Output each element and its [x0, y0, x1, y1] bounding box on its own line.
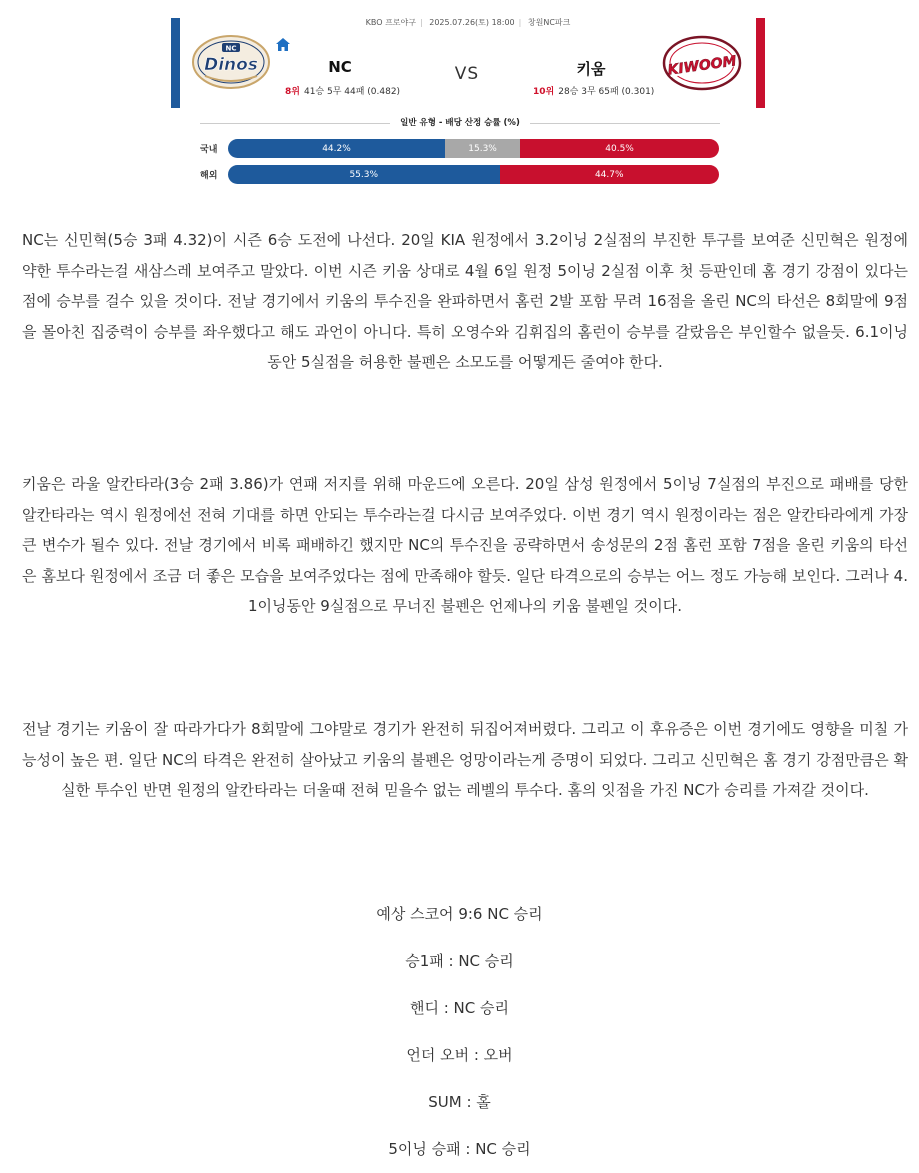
league-name: KBO 프로야구 — [365, 18, 416, 27]
pick-handicap: 핸디 : NC 승리 — [409, 999, 509, 1017]
home-color-bar — [171, 18, 180, 108]
article-paragraph-summary: 전날 경기는 키움이 잘 따라가다가 8회말에 그야말로 경기가 완전히 뒤집어져버렸다. 그리고 이 후유증은 이번 경기에도 영향을 미칠 가능성이 높은 편. 일단 NC의 타격은 완전히 살아났고 키움의 불펜은 엉망이라는게 증명이 되었다. 그리고 신민혁은 홈 경기 강점만큼은 확실한 투수인 반면 원정의 알칸타라는 더울때 전혀 믿을수 없는 레벨의 투수다. 홈의 잇점을 가진 NC가 승리를 가져갈 것이다. — [22, 720, 908, 799]
home-record — [285, 84, 401, 97]
prediction-list — [0, 903, 919, 1173]
svg-text:NC: NC — [225, 44, 237, 53]
match-header-card — [171, 14, 765, 112]
away-record-text: 28승 3무 65패 (0.301) — [558, 87, 655, 97]
draw-segment: 15.3% — [445, 139, 520, 158]
kiwoom-heroes-logo — [661, 35, 743, 91]
svg-text:Dinos: Dinos — [204, 55, 258, 75]
article-paragraph-nc: NC는 신민혁(5승 3패 4.32)이 시즌 6승 도전에 나선다. 20일 KIA 원정에서 3.2이닝 2실점의 부진한 투구를 보여준 신민혁은 원정에 약한 투수라는걸 새삼스레 보여주고 말았다. 이번 시즌 키움 상대로 4월 6일 원정 5이닝 2실점 이후 첫 등판인데 홈 경기 강점이 있다는 점에 승부를 걸수 있을 것이다. 전날 경기에서 키움의 투수진을 완파하면서 홈런 2발 포함 무려 16점을 올린 NC의 타선은 8회말에 9점을 몰아친 집중력이 승부를 좌우했다고 해도 과언이 아니다. 특히 오영수와 김휘집의 홈런이 승부를 갈랐음은 부인할수 없을듯. 6.1이닝동안 5실점을 허용한 불펜은 소모도를 어떻게든 줄여야 한다. — [22, 231, 908, 371]
odds-bar — [228, 139, 719, 158]
odds-label: 국내 — [200, 145, 218, 155]
home-team-name: NC — [328, 58, 352, 76]
pick-under-over: 언더 오버 : 오버 — [406, 1046, 513, 1064]
odds-title — [200, 116, 720, 128]
odds-label: 해외 — [200, 171, 218, 181]
match-datetime: 2025.07.26(토) 18:00 — [429, 18, 515, 27]
article-paragraph-kiwoom: 키움은 라울 알칸타라(3승 2패 3.86)가 연패 저지를 위해 마운드에 오른다. 20일 삼성 원정에서 5이닝 7실점의 부진으로 패배를 당한 알칸타라는 역시 원정에선 전혀 기대를 하면 안되는 투수라는걸 다시금 보여주었다. 이번 경기 역시 원정이라는 점은 알칸타라에게 가장 큰 변수가 될수 있다. 전날 경기에서 비록 패배하긴 했지만 NC의 투수진을 공략하면서 송성문의 2점 홈런 포함 7점을 올린 키움의 타선은 홈보다 원정에서 조금 더 좋은 모습을 보여주었다는 점에 만족해야 할듯. 일단 타격으로의 승부는 어느 정도 가능해 보인다. 그러나 4.1이닝동안 9실점으로 무너진 불펜은 언제나의 키움 불펜일 것이다. — [22, 475, 908, 615]
match-venue: 창원NC파크 — [527, 18, 571, 27]
away-win-segment: 44.7% — [500, 165, 719, 184]
odds-row-overseas — [200, 165, 720, 184]
home-win-segment: 55.3% — [228, 165, 500, 184]
away-win-segment: 40.5% — [520, 139, 719, 158]
away-color-bar — [756, 18, 765, 108]
pick-sum: SUM : 홀 — [428, 1093, 491, 1111]
home-rank: 8위 — [285, 87, 300, 97]
home-win-segment: 44.2% — [228, 139, 445, 158]
away-team-name: 키움 — [576, 60, 606, 78]
pick-5-innings: 5이닝 승패 : NC 승리 — [388, 1140, 531, 1158]
odds-title-text: 일반 유형 - 배당 산정 승률 (%) — [394, 118, 526, 128]
svg-text:KIWOOM: KIWOOM — [666, 53, 738, 79]
match-meta: KBO 프로야구 | 2025.07.26(토) 18:00 | 창원NC파크 — [365, 18, 571, 27]
odds-section-title — [200, 116, 720, 130]
away-record — [533, 84, 655, 97]
vs-label: VS — [454, 64, 480, 84]
nc-dinos-logo — [191, 34, 271, 90]
away-rank: 10위 — [533, 87, 555, 97]
odds-bar — [228, 165, 719, 184]
pick-win-draw-loss: 승1패 : NC 승리 — [405, 952, 514, 970]
predicted-score: 예상 스코어 9:6 NC 승리 — [376, 905, 543, 923]
home-icon — [276, 38, 290, 51]
home-record-text: 41승 5무 44패 (0.482) — [303, 87, 401, 97]
odds-row-domestic — [200, 139, 720, 158]
